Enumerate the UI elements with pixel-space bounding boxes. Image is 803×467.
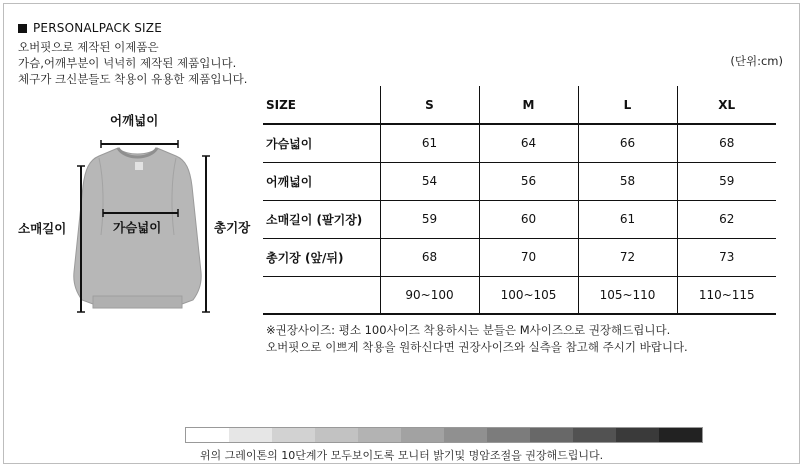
monitor-note: 위의 그레이톤의 10단계가 모두보이도록 모니터 밝기및 명암조절을 권장해드립니다. <box>199 449 604 462</box>
size-header: XL <box>677 86 776 124</box>
grayscale-swatch <box>358 428 401 442</box>
table-header-row <box>263 86 776 124</box>
grayscale-swatch <box>530 428 573 442</box>
grayscale-swatch <box>616 428 659 442</box>
table-cell: 54 <box>380 162 479 200</box>
table-corner: SIZE <box>266 97 297 112</box>
length-label: 총기장 <box>214 220 251 235</box>
intro-line: 가슴,어깨부분이 넉넉히 제작된 제품입니다. <box>18 56 237 70</box>
table-cell: 58 <box>578 162 677 200</box>
recommended-cell: 90~100 <box>380 276 479 314</box>
table-cell: 59 <box>380 200 479 238</box>
row-label-empty <box>263 276 380 314</box>
intro-text <box>18 39 247 87</box>
grayscale-swatch <box>315 428 358 442</box>
table-cell: 68 <box>380 238 479 276</box>
table-row <box>263 162 776 200</box>
grayscale-calibration-bar <box>185 427 703 443</box>
bullet-square-icon <box>18 24 27 33</box>
chest-label: 가슴넓이 <box>113 220 162 235</box>
recommended-row <box>263 276 776 314</box>
sweatshirt-illustration <box>0 100 260 330</box>
recommendation-note <box>266 322 688 356</box>
garment-diagram <box>0 100 260 330</box>
table-cell: 72 <box>578 238 677 276</box>
grayscale-swatch <box>487 428 530 442</box>
table-cell: 56 <box>479 162 578 200</box>
table-cell: 73 <box>677 238 776 276</box>
table-cell: 61 <box>380 124 479 162</box>
grayscale-swatch <box>229 428 272 442</box>
table-cell: 62 <box>677 200 776 238</box>
table-row <box>263 124 776 162</box>
note-line: 오버핏으로 이쁘게 착용을 원하신다면 권장사이즈와 실측을 참고해 주시기 바랍니다. <box>266 340 688 354</box>
size-header: S <box>380 86 479 124</box>
grayscale-swatch <box>272 428 315 442</box>
table-row <box>263 200 776 238</box>
row-label: 총기장 (앞/뒤) <box>266 250 344 265</box>
table-cell: 60 <box>479 200 578 238</box>
note-line: ※권장사이즈: 평소 100사이즈 착용하시는 분들은 M사이즈으로 권장해드립니다. <box>266 323 671 337</box>
section-title <box>18 21 162 35</box>
row-label: 가슴넓이 <box>266 136 313 151</box>
row-label: 어깨넓이 <box>266 174 313 189</box>
table-cell: 66 <box>578 124 677 162</box>
row-label: 소매길이 (팔기장) <box>266 212 363 227</box>
table-cell: 70 <box>479 238 578 276</box>
recommended-cell: 105~110 <box>578 276 677 314</box>
size-header: L <box>578 86 677 124</box>
recommended-cell: 100~105 <box>479 276 578 314</box>
grayscale-swatch <box>401 428 444 442</box>
intro-line: 체구가 크신분들도 착용이 유용한 제품입니다. <box>18 72 248 86</box>
grayscale-swatch <box>444 428 487 442</box>
grayscale-swatch <box>573 428 616 442</box>
table-row <box>263 238 776 276</box>
section-title-text: PERSONALPACK SIZE <box>33 21 162 35</box>
sleeve-label: 소매길이 <box>18 221 67 236</box>
table-cell: 64 <box>479 124 578 162</box>
table-cell: 61 <box>578 200 677 238</box>
grayscale-swatch <box>186 428 229 442</box>
unit-note: (단위:cm) <box>730 54 783 68</box>
size-header: M <box>479 86 578 124</box>
table-cell: 59 <box>677 162 776 200</box>
table-cell: 68 <box>677 124 776 162</box>
shoulder-label: 어깨넓이 <box>110 113 159 128</box>
intro-line: 오버핏으로 제작된 이제품은 <box>18 40 159 54</box>
size-table <box>263 86 776 315</box>
grayscale-swatch <box>659 428 702 442</box>
recommended-cell: 110~115 <box>677 276 776 314</box>
